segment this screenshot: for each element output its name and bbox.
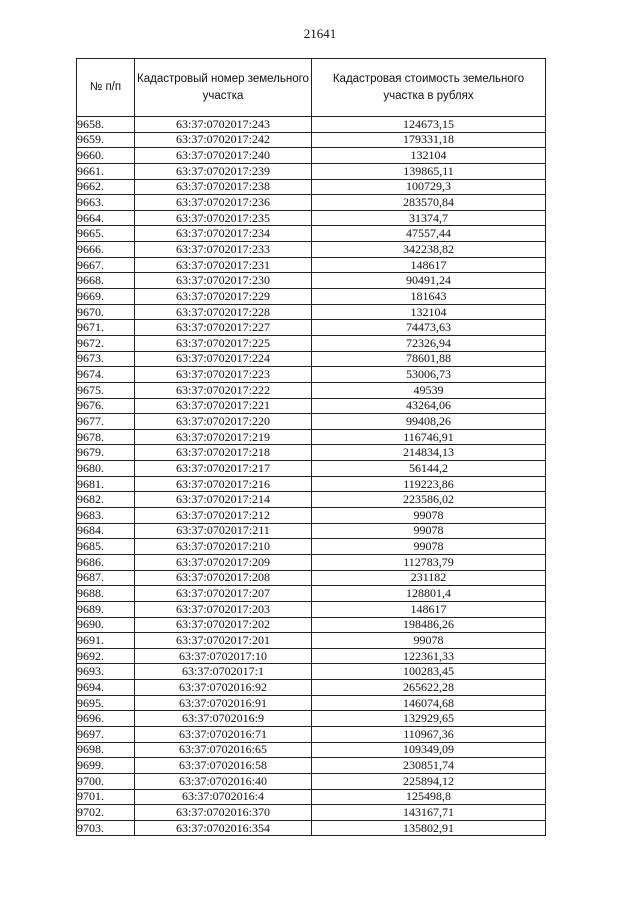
table-row	[77, 476, 546, 492]
row-number: 9694.	[77, 680, 135, 696]
row-number: 9671.	[77, 320, 135, 336]
cadastral-number: 63:37:0702017:229	[135, 289, 312, 305]
row-number: 9672.	[77, 335, 135, 351]
cadastral-number: 63:37:0702017:207	[135, 586, 312, 602]
header-cadastral-number: Кадастровый номер земельного участка	[135, 59, 312, 117]
cadastral-value: 47557,44	[312, 226, 546, 242]
cadastral-value: 53006,73	[312, 367, 546, 383]
row-number: 9677.	[77, 414, 135, 430]
cadastral-number: 63:37:0702017:225	[135, 335, 312, 351]
cadastral-value: 139865,11	[312, 163, 546, 179]
table-row	[77, 414, 546, 430]
row-number: 9674.	[77, 367, 135, 383]
table-row	[77, 210, 546, 226]
cadastral-value: 100729,3	[312, 179, 546, 195]
table-row	[77, 711, 546, 727]
row-number: 9684.	[77, 523, 135, 539]
table-row	[77, 289, 546, 305]
table-row	[77, 461, 546, 477]
table-row	[77, 601, 546, 617]
cadastral-value: 128801,4	[312, 586, 546, 602]
cadastral-value: 146074,68	[312, 695, 546, 711]
cadastral-value: 31374,7	[312, 210, 546, 226]
cadastral-number: 63:37:0702017:214	[135, 492, 312, 508]
cadastral-number: 63:37:0702017:228	[135, 304, 312, 320]
row-number: 9664.	[77, 210, 135, 226]
cadastral-number: 63:37:0702017:224	[135, 351, 312, 367]
row-number: 9662.	[77, 179, 135, 195]
row-number: 9687.	[77, 570, 135, 586]
row-number: 9692.	[77, 648, 135, 664]
row-number: 9680.	[77, 461, 135, 477]
cadastral-value: 56144,2	[312, 461, 546, 477]
table-row	[77, 367, 546, 383]
table-row	[77, 805, 546, 821]
cadastral-value: 49539	[312, 382, 546, 398]
cadastral-number: 63:37:0702017:221	[135, 398, 312, 414]
row-number: 9688.	[77, 586, 135, 602]
row-number: 9698.	[77, 742, 135, 758]
table-row	[77, 742, 546, 758]
cadastral-value: 99408,26	[312, 414, 546, 430]
table-row	[77, 680, 546, 696]
cadastral-value: 110967,36	[312, 726, 546, 742]
cadastral-number: 63:37:0702016:9	[135, 711, 312, 727]
cadastral-value: 230851,74	[312, 758, 546, 774]
table-row	[77, 648, 546, 664]
table-row	[77, 132, 546, 148]
cadastral-value: 225894,12	[312, 773, 546, 789]
cadastral-value: 181643	[312, 289, 546, 305]
table-row	[77, 492, 546, 508]
table-row	[77, 179, 546, 195]
cadastral-value: 90491,24	[312, 273, 546, 289]
table-row	[77, 195, 546, 211]
cadastral-value: 214834,13	[312, 445, 546, 461]
cadastral-number: 63:37:0702017:227	[135, 320, 312, 336]
cadastral-value: 43264,06	[312, 398, 546, 414]
row-number: 9683.	[77, 508, 135, 524]
cadastral-number: 63:37:0702017:217	[135, 461, 312, 477]
cadastral-number: 63:37:0702017:240	[135, 148, 312, 164]
row-number: 9678.	[77, 429, 135, 445]
cadastral-value: 342238,82	[312, 242, 546, 258]
cadastral-value: 99078	[312, 523, 546, 539]
cadastral-number: 63:37:0702016:91	[135, 695, 312, 711]
cadastral-number: 63:37:0702017:216	[135, 476, 312, 492]
cadastral-number: 63:37:0702017:233	[135, 242, 312, 258]
cadastral-value: 179331,18	[312, 132, 546, 148]
row-number: 9685.	[77, 539, 135, 555]
row-number: 9663.	[77, 195, 135, 211]
cadastral-value: 99078	[312, 508, 546, 524]
cadastral-value: 122361,33	[312, 648, 546, 664]
row-number: 9673.	[77, 351, 135, 367]
row-number: 9691.	[77, 633, 135, 649]
cadastral-number: 63:37:0702017:218	[135, 445, 312, 461]
table-row	[77, 429, 546, 445]
cadastral-number: 63:37:0702017:201	[135, 633, 312, 649]
cadastral-number: 63:37:0702017:223	[135, 367, 312, 383]
cadastral-value: 72326,94	[312, 335, 546, 351]
row-number: 9700.	[77, 773, 135, 789]
row-number: 9690.	[77, 617, 135, 633]
table-row	[77, 445, 546, 461]
cadastral-value: 74473,63	[312, 320, 546, 336]
cadastral-number: 63:37:0702016:92	[135, 680, 312, 696]
table-row	[77, 570, 546, 586]
table-row	[77, 273, 546, 289]
cadastral-value: 78601,88	[312, 351, 546, 367]
row-number: 9676.	[77, 398, 135, 414]
row-number: 9696.	[77, 711, 135, 727]
cadastral-number: 63:37:0702017:236	[135, 195, 312, 211]
table-row	[77, 335, 546, 351]
cadastral-number: 63:37:0702016:4	[135, 789, 312, 805]
header-number: № п/п	[77, 59, 135, 117]
row-number: 9682.	[77, 492, 135, 508]
row-number: 9693.	[77, 664, 135, 680]
cadastral-number: 63:37:0702017:239	[135, 163, 312, 179]
cadastral-number: 63:37:0702017:211	[135, 523, 312, 539]
cadastral-number: 63:37:0702017:222	[135, 382, 312, 398]
table-row	[77, 633, 546, 649]
table-row	[77, 773, 546, 789]
row-number: 9703.	[77, 820, 135, 836]
cadastral-value: 231182	[312, 570, 546, 586]
row-number: 9666.	[77, 242, 135, 258]
cadastral-number: 63:37:0702017:208	[135, 570, 312, 586]
row-number: 9699.	[77, 758, 135, 774]
row-number: 9679.	[77, 445, 135, 461]
table-row	[77, 789, 546, 805]
cadastral-number: 63:37:0702017:212	[135, 508, 312, 524]
table-row	[77, 320, 546, 336]
cadastral-value: 132104	[312, 148, 546, 164]
table-row	[77, 148, 546, 164]
table-row	[77, 523, 546, 539]
row-number: 9701.	[77, 789, 135, 805]
row-number: 9675.	[77, 382, 135, 398]
row-number: 9668.	[77, 273, 135, 289]
table-row	[77, 758, 546, 774]
table-row	[77, 117, 546, 133]
cadastral-number: 63:37:0702017:10	[135, 648, 312, 664]
cadastral-value: 283570,84	[312, 195, 546, 211]
row-number: 9669.	[77, 289, 135, 305]
table-row	[77, 586, 546, 602]
table-row	[77, 664, 546, 680]
cadastral-number: 63:37:0702016:40	[135, 773, 312, 789]
cadastral-number: 63:37:0702017:209	[135, 554, 312, 570]
cadastral-value: 116746,91	[312, 429, 546, 445]
cadastral-number: 63:37:0702017:210	[135, 539, 312, 555]
cadastral-value: 143167,71	[312, 805, 546, 821]
cadastral-value: 99078	[312, 539, 546, 555]
cadastral-value: 223586,02	[312, 492, 546, 508]
cadastral-value: 198486,26	[312, 617, 546, 633]
cadastral-number: 63:37:0702016:71	[135, 726, 312, 742]
row-number: 9660.	[77, 148, 135, 164]
cadastral-value: 148617	[312, 601, 546, 617]
cadastral-number: 63:37:0702017:1	[135, 664, 312, 680]
table-row	[77, 820, 546, 836]
cadastral-number: 63:37:0702016:65	[135, 742, 312, 758]
page-number: 21641	[303, 26, 337, 41]
table-row	[77, 617, 546, 633]
header-row	[77, 59, 546, 117]
cadastral-value: 109349,09	[312, 742, 546, 758]
row-number: 9665.	[77, 226, 135, 242]
header-cadastral-value: Кадастровая стоимость земельного участка в рублях	[312, 59, 546, 117]
cadastral-value: 132929,65	[312, 711, 546, 727]
cadastral-number: 63:37:0702017:203	[135, 601, 312, 617]
cadastral-value: 148617	[312, 257, 546, 273]
table-body	[77, 117, 546, 836]
table-row	[77, 695, 546, 711]
cadastral-number: 63:37:0702016:58	[135, 758, 312, 774]
row-number: 9686.	[77, 554, 135, 570]
table-row	[77, 398, 546, 414]
cadastral-value: 265622,28	[312, 680, 546, 696]
cadastral-value: 100283,45	[312, 664, 546, 680]
cadastral-value: 112783,79	[312, 554, 546, 570]
row-number: 9702.	[77, 805, 135, 821]
table-row	[77, 726, 546, 742]
cadastral-number: 63:37:0702017:220	[135, 414, 312, 430]
cadastral-number: 63:37:0702017:235	[135, 210, 312, 226]
row-number: 9659.	[77, 132, 135, 148]
table-row	[77, 304, 546, 320]
cadastral-value: 135802,91	[312, 820, 546, 836]
table-row	[77, 351, 546, 367]
row-number: 9695.	[77, 695, 135, 711]
cadastral-number: 63:37:0702017:234	[135, 226, 312, 242]
cadastral-number: 63:37:0702017:242	[135, 132, 312, 148]
row-number: 9681.	[77, 476, 135, 492]
cadastral-number: 63:37:0702017:243	[135, 117, 312, 133]
cadastral-value-table	[76, 58, 546, 836]
cadastral-value: 119223,86	[312, 476, 546, 492]
table-row	[77, 554, 546, 570]
cadastral-number: 63:37:0702017:231	[135, 257, 312, 273]
cadastral-number: 63:37:0702017:219	[135, 429, 312, 445]
cadastral-value: 132104	[312, 304, 546, 320]
cadastral-value: 124673,15	[312, 117, 546, 133]
row-number: 9661.	[77, 163, 135, 179]
row-number: 9689.	[77, 601, 135, 617]
cadastral-number: 63:37:0702017:238	[135, 179, 312, 195]
cadastral-number: 63:37:0702017:202	[135, 617, 312, 633]
table-row	[77, 163, 546, 179]
table-row	[77, 382, 546, 398]
cadastral-number: 63:37:0702016:370	[135, 805, 312, 821]
table-row	[77, 539, 546, 555]
row-number: 9667.	[77, 257, 135, 273]
row-number: 9697.	[77, 726, 135, 742]
cadastral-number: 63:37:0702017:230	[135, 273, 312, 289]
cadastral-value: 125498,8	[312, 789, 546, 805]
cadastral-value: 99078	[312, 633, 546, 649]
table-row	[77, 226, 546, 242]
table-row	[77, 257, 546, 273]
row-number: 9670.	[77, 304, 135, 320]
row-number: 9658.	[77, 117, 135, 133]
table-row	[77, 242, 546, 258]
cadastral-number: 63:37:0702016:354	[135, 820, 312, 836]
table-header	[77, 59, 546, 117]
table-row	[77, 508, 546, 524]
